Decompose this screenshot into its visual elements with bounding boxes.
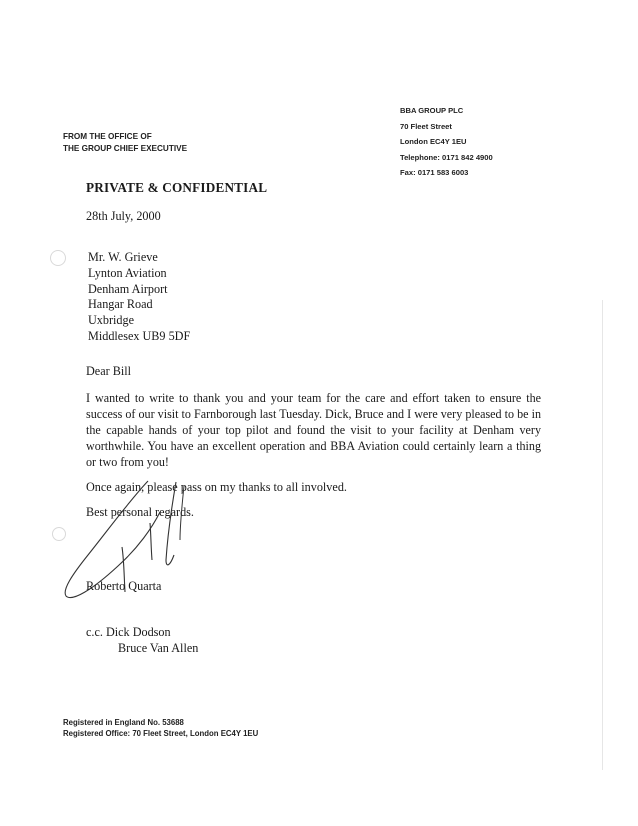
office-line-1: FROM THE OFFICE OF — [63, 132, 152, 141]
company-city: London EC4Y 1EU — [400, 137, 467, 146]
recipient-street: Hangar Road — [88, 297, 153, 312]
cc-block — [86, 624, 198, 656]
closing-line: Once again, please pass on my thanks to all involved. — [86, 480, 347, 494]
recipient-county-postcode: Middlesex UB9 5DF — [88, 328, 191, 343]
cc-line-1: c.c. Dick Dodson — [86, 625, 171, 639]
office-line-2: THE GROUP CHIEF EXECUTIVE — [63, 144, 188, 153]
recipient-company: Lynton Aviation — [88, 265, 167, 280]
signatory-name: Roberto Quarta — [86, 579, 162, 593]
recipient-name: Mr. W. Grieve — [88, 250, 158, 264]
company-fax: Fax: 0171 583 6003 — [400, 168, 469, 177]
company-street: 70 Fleet Street — [400, 121, 452, 131]
cc-line-2: Bruce Van Allen — [118, 641, 199, 655]
footer-registration: Registered in England No. 53688 — [63, 718, 184, 727]
recipient-town: Uxbridge — [88, 313, 135, 328]
letter-body: I wanted to write to thank you and your team for the care and effort taken to ensure the success of our visit to Farnborough last Tuesday. Dick, Bruce and I were very pleased to be in the capable hands of your top pilot and found the visit to your facility at Denham very worthwhile. You have an excellent operation and BBA Aviation could certainly learn a thing or two from you! — [86, 391, 541, 469]
company-telephone: Telephone: 0171 842 4900 — [400, 152, 493, 162]
registration-footer — [63, 718, 258, 739]
salutation: Dear Bill — [86, 364, 132, 378]
letter-date: 28th July, 2000 — [86, 209, 161, 223]
confidential-heading: PRIVATE & CONFIDENTIAL — [86, 180, 268, 195]
recipient-location: Denham Airport — [88, 281, 168, 296]
footer-office: Registered Office: 70 Fleet Street, London EC4Y 1EU — [63, 728, 259, 738]
company-name: BBA GROUP PLC — [400, 106, 464, 115]
sign-off: Best personal regards. — [86, 505, 194, 519]
